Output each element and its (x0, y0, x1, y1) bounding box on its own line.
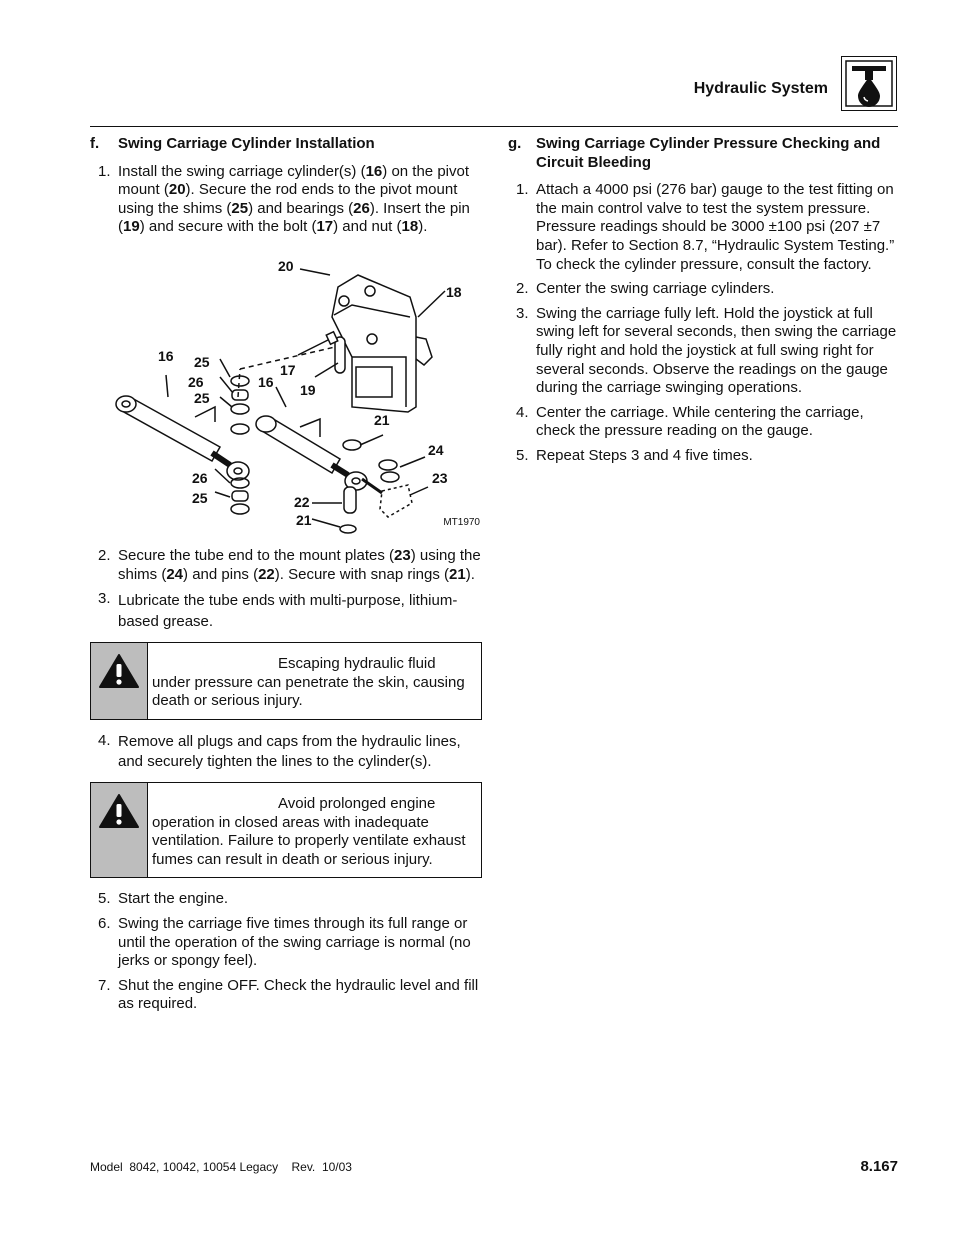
list-item (90, 977, 482, 1014)
step-number: 5. (98, 890, 111, 908)
figure-code: MT1970 (443, 517, 480, 529)
step-text: Swing the carriage five times through its full range or until the operation of the swing carriage is normal (no jerks or spongy feel). (118, 914, 471, 970)
list-item (90, 547, 482, 584)
section-title: Swing Carriage Cylinder Installation (118, 135, 375, 152)
callout-label: 18 (446, 283, 462, 300)
callout-label: 21 (374, 411, 390, 428)
section-heading-f (90, 135, 482, 154)
warning-text: Avoid prolonged engine operation in closed areas with inadequate ventilation. Failure to properly ventilate exhaust fumes can result in death or serious injury. (152, 794, 466, 868)
callout-label: 22 (294, 493, 310, 510)
section-title: Swing Carriage Cylinder Pressure Checking and Circuit Bleeding (536, 135, 881, 171)
list-item (508, 280, 900, 299)
step-number: 2. (516, 280, 529, 298)
left-column (90, 135, 482, 1020)
list-item (90, 163, 482, 237)
step-number: 2. (98, 546, 111, 564)
list-item (90, 890, 482, 909)
callout-label: 19 (300, 381, 316, 398)
step-text: Center the carriage. While centering the carriage, check the pressure reading on the gauge. (536, 403, 864, 440)
callout-label: 26 (188, 373, 204, 390)
callout-label: 16 (158, 347, 174, 364)
step-number: 1. (516, 181, 529, 199)
callout-label: 26 (192, 469, 208, 486)
step-number: 7. (98, 976, 111, 994)
callout-label: 23 (432, 469, 448, 486)
section-letter: f. (90, 135, 100, 152)
footer-model-revision: Model 8042, 10042, 10054 Legacy Rev. 10/03 (90, 1160, 352, 1174)
callout-label: 25 (194, 389, 210, 406)
warning-box (90, 642, 482, 720)
step-text: Start the engine. (118, 890, 229, 908)
section-heading-g (508, 135, 900, 172)
step-text: Swing the carriage fully left. Hold the joystick at full swing left for several seconds, then swing the carriage fully right and hold the joystick at full swing right for several seconds. Observe the readings on the gauge during the carriage swinging operations. (536, 304, 897, 397)
section-letter: g. (508, 135, 522, 152)
page-header-title: Hydraulic System (693, 80, 828, 97)
callout-label: 21 (296, 511, 312, 528)
callout-label: 24 (428, 441, 444, 458)
step-text: Lubricate the tube ends with multi-purpose, lithium-based grease. (118, 592, 458, 631)
cylinder-installation-figure (90, 247, 482, 537)
header-rule (90, 126, 898, 127)
warning-triangle-icon (98, 793, 140, 829)
step-text: Remove all plugs and caps from the hydraulic lines, and securely tighten the lines to the cylinder(s). (118, 732, 461, 770)
step-text: Shut the engine OFF. Check the hydraulic level and fill as required. (118, 976, 479, 1013)
step-text: Repeat Steps 3 and 4 five times. (536, 446, 753, 464)
exploded-view-drawing (90, 247, 482, 537)
step-text: Center the swing carriage cylinders. (536, 280, 775, 298)
warning-triangle-icon (98, 653, 140, 689)
step-number: 5. (516, 446, 529, 464)
warning-box (90, 782, 482, 878)
step-text: Install the swing carriage cylinder(s) (16) on the pivot mount (20). Secure the rod ends to the pivot mount using the shims (25) and bearings (26). Insert the pin (19) and secure with the bolt (17) and nut (18). (118, 162, 470, 236)
step-number: 3. (516, 304, 529, 322)
hydraulic-drop-icon (841, 56, 897, 111)
callout-label: 17 (280, 361, 296, 378)
right-column (508, 135, 900, 472)
step-text: Attach a 4000 psi (276 bar) gauge to the test fitting on the main control valve to test the system pressure. Pressure readings should be 3000 ±100 psi (207 ±7 bar). Refer to Section 8.7, “Hydraulic System Testing.” To check the cylinder pressure, consult the factory. (536, 181, 895, 273)
step-text: Secure the tube end to the mount plates (23) using the shims (24) and pins (22). Secure with snap rings (21). (118, 546, 481, 583)
page-number: 8.167 (860, 1158, 898, 1175)
list-item (508, 305, 900, 398)
list-item (90, 915, 482, 971)
list-item (90, 590, 482, 632)
callout-label: 20 (278, 257, 294, 274)
callout-label: 25 (194, 353, 210, 370)
list-item (508, 404, 900, 441)
step-number: 3. (98, 590, 111, 608)
callout-label: 16 (258, 373, 274, 390)
step-number: 1. (98, 162, 111, 180)
step-number: 4. (98, 731, 111, 749)
step-number: 6. (98, 914, 111, 932)
warning-text: Escaping hydraulic fluid under pressure can penetrate the skin, causing death or serious injury. (152, 655, 465, 710)
list-item (90, 732, 482, 772)
list-item (508, 447, 900, 466)
step-number: 4. (516, 403, 529, 421)
callout-label: 25 (192, 489, 208, 506)
list-item (508, 181, 900, 274)
